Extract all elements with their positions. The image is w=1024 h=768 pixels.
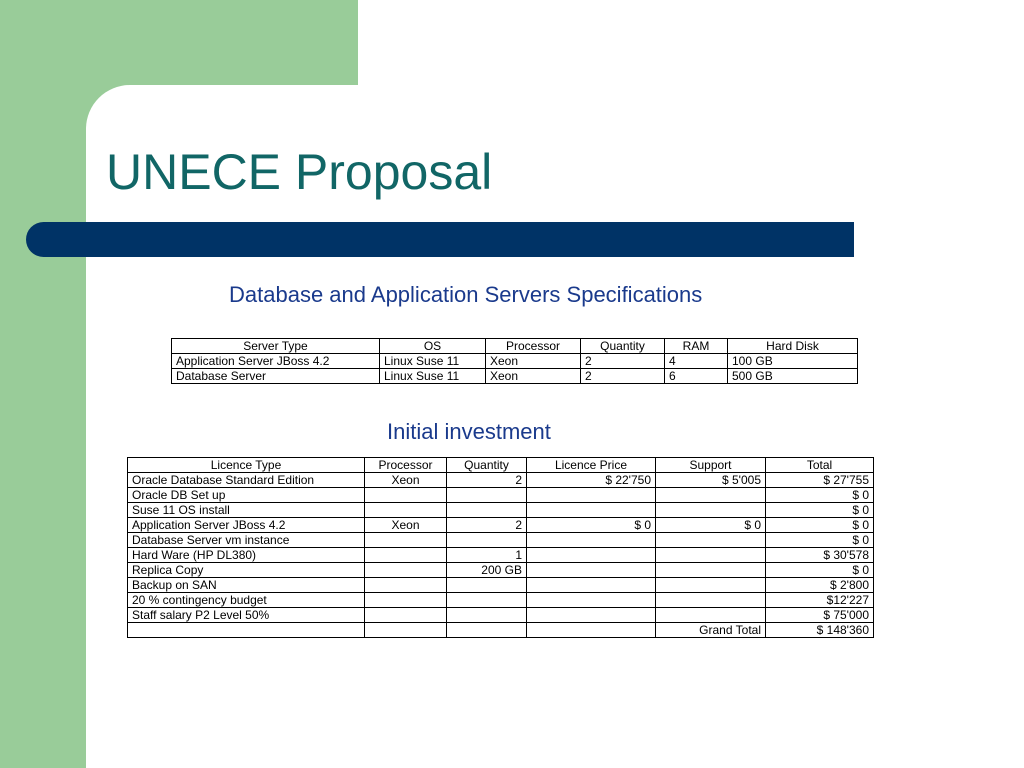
table-cell: [365, 533, 447, 548]
table-cell: [447, 503, 527, 518]
table-cell: [656, 593, 766, 608]
table-cell: $ 0: [527, 518, 656, 533]
table-cell: Oracle DB Set up: [128, 488, 365, 503]
title-underline-bar: [26, 222, 854, 257]
table-cell: Oracle Database Standard Edition: [128, 473, 365, 488]
table-cell: [527, 488, 656, 503]
table-cell: [656, 533, 766, 548]
server-specs-table: [171, 338, 858, 384]
column-header: Hard Disk: [728, 339, 858, 354]
table-cell: 4: [665, 354, 728, 369]
column-header: Processor: [486, 339, 581, 354]
table-cell: [447, 578, 527, 593]
table-cell: [527, 563, 656, 578]
table-row: [128, 563, 874, 578]
table-cell: 6: [665, 369, 728, 384]
table-cell: [365, 548, 447, 563]
table-cell: Xeon: [365, 518, 447, 533]
table-cell: Linux Suse 11: [380, 354, 486, 369]
table-cell: Linux Suse 11: [380, 369, 486, 384]
table-cell: [656, 488, 766, 503]
column-header: RAM: [665, 339, 728, 354]
investment-subtitle: Initial investment: [387, 419, 551, 444]
table-cell: [527, 548, 656, 563]
table-row: [172, 369, 858, 384]
table-cell: $ 2'800: [766, 578, 874, 593]
table-row: [128, 608, 874, 623]
table-cell: [527, 623, 656, 638]
table-cell: [656, 608, 766, 623]
table-cell: $ 0: [766, 488, 874, 503]
table-row: [128, 533, 874, 548]
table-row: [128, 578, 874, 593]
initial-investment-table: [127, 457, 874, 638]
table-cell: $12'227: [766, 593, 874, 608]
table-cell: [656, 503, 766, 518]
column-header: Licence Price: [527, 458, 656, 473]
table-cell: $ 0: [766, 563, 874, 578]
table-cell: $ 30'578: [766, 548, 874, 563]
table-cell: 2: [447, 473, 527, 488]
table-cell: [447, 488, 527, 503]
table-cell: Database Server: [172, 369, 380, 384]
table-cell: 2: [447, 518, 527, 533]
table-cell: [527, 593, 656, 608]
table-cell: [447, 623, 527, 638]
table-cell: [365, 578, 447, 593]
table-cell: 200 GB: [447, 563, 527, 578]
table-cell: $ 5'005: [656, 473, 766, 488]
table-cell: $ 75'000: [766, 608, 874, 623]
table-cell: $ 0: [656, 518, 766, 533]
column-header: Processor: [365, 458, 447, 473]
table-cell: Xeon: [365, 473, 447, 488]
table-cell: Xeon: [486, 354, 581, 369]
table-cell: 20 % contingency budget: [128, 593, 365, 608]
slide-title: UNECE Proposal: [106, 144, 493, 200]
column-header: Licence Type: [128, 458, 365, 473]
table-cell: [365, 623, 447, 638]
table-cell: [447, 608, 527, 623]
table-cell: $ 0: [766, 503, 874, 518]
table-cell: Backup on SAN: [128, 578, 365, 593]
table-cell: [527, 608, 656, 623]
table-cell: [447, 593, 527, 608]
table-row: [128, 593, 874, 608]
table-cell: Application Server JBoss 4.2: [172, 354, 380, 369]
table-cell: [527, 533, 656, 548]
table-cell: [365, 503, 447, 518]
column-header: Support: [656, 458, 766, 473]
table-cell: $ 27'755: [766, 473, 874, 488]
table-row: [128, 488, 874, 503]
table-cell: [656, 563, 766, 578]
table-cell: [365, 488, 447, 503]
column-header: OS: [380, 339, 486, 354]
table-row: [128, 503, 874, 518]
grand-total-value: $ 148'360: [766, 623, 874, 638]
table-cell: Xeon: [486, 369, 581, 384]
column-header: Quantity: [581, 339, 665, 354]
specs-subtitle: Database and Application Servers Specifications: [229, 282, 703, 307]
table-cell: [128, 623, 365, 638]
table-cell: [365, 608, 447, 623]
table-cell: [656, 548, 766, 563]
table-row: [172, 354, 858, 369]
table-row: [128, 518, 874, 533]
table-cell: [656, 578, 766, 593]
table-cell: Database Server vm instance: [128, 533, 365, 548]
column-header: Server Type: [172, 339, 380, 354]
table-cell: $ 22'750: [527, 473, 656, 488]
table-cell: [365, 563, 447, 578]
table-cell: [447, 533, 527, 548]
table-cell: 500 GB: [728, 369, 858, 384]
table-cell: Hard Ware (HP DL380): [128, 548, 365, 563]
table-cell: $ 0: [766, 518, 874, 533]
table-cell: [365, 593, 447, 608]
table-cell: [527, 503, 656, 518]
table-row: [128, 473, 874, 488]
table-cell: $ 0: [766, 533, 874, 548]
table-header-row: [128, 458, 874, 473]
table-header-row: [172, 339, 858, 354]
table-cell: Replica Copy: [128, 563, 365, 578]
table-cell: Application Server JBoss 4.2: [128, 518, 365, 533]
table-cell: 1: [447, 548, 527, 563]
table-cell: 100 GB: [728, 354, 858, 369]
table-cell: Suse 11 OS install: [128, 503, 365, 518]
grand-total-label: Grand Total: [656, 623, 766, 638]
table-cell: 2: [581, 354, 665, 369]
grand-total-row: [128, 623, 874, 638]
table-row: [128, 548, 874, 563]
table-cell: [527, 578, 656, 593]
column-header: Quantity: [447, 458, 527, 473]
table-cell: Staff salary P2 Level 50%: [128, 608, 365, 623]
table-cell: 2: [581, 369, 665, 384]
column-header: Total: [766, 458, 874, 473]
